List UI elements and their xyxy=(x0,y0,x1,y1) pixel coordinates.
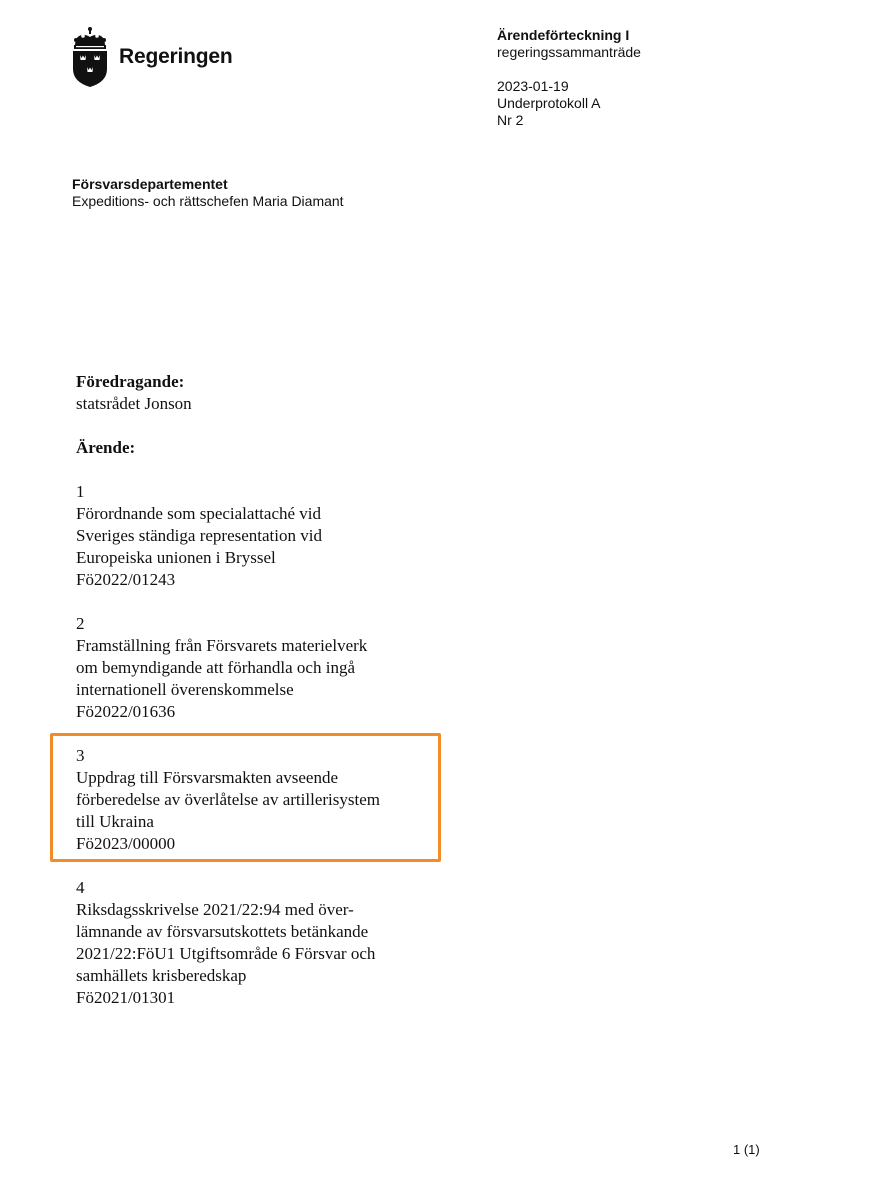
case-reference: Fö2022/01636 xyxy=(76,702,176,721)
cases-heading: Ärende: xyxy=(76,438,136,457)
department-block xyxy=(72,176,344,210)
case-title-line: lämnande av försvarsutskottets betänkande xyxy=(76,922,369,941)
case-number: 2 xyxy=(76,614,85,633)
presenter-label: Föredragande: xyxy=(76,372,185,391)
document-header xyxy=(497,27,641,129)
page-number: 1 (1) xyxy=(733,1142,760,1157)
case-title-line: internationell överenskommelse xyxy=(76,680,294,699)
government-logo xyxy=(70,26,233,88)
case-title-line: Framställning från Försvarets materielverk xyxy=(76,636,368,655)
case-title-line: Förordnande som specialattaché vid xyxy=(76,504,322,523)
logo-text: Regeringen xyxy=(119,45,233,68)
case-title-line: om bemyndigande att förhandla och ingå xyxy=(76,658,355,677)
case-title-line: Sveriges ständiga representation vid xyxy=(76,526,322,545)
case-title-line: Europeiska unionen i Bryssel xyxy=(76,548,276,567)
case-title-line: förberedelse av överlåtelse av artillerisystem xyxy=(76,790,380,809)
document-number: Nr 2 xyxy=(497,112,524,128)
case-title-line: Uppdrag till Försvarsmakten avseende xyxy=(76,768,339,787)
case-title-line: samhällets krisberedskap xyxy=(76,966,247,985)
case-reference: Fö2022/01243 xyxy=(76,570,176,589)
document-title: Ärendeförteckning I xyxy=(497,27,630,43)
case-item xyxy=(76,481,456,591)
case-item xyxy=(76,877,456,1009)
document-subtitle: regeringssammanträde xyxy=(497,44,641,60)
document-date: 2023-01-19 xyxy=(497,78,569,94)
department-name: Försvarsdepartementet xyxy=(72,176,228,192)
case-title-line: till Ukraina xyxy=(76,812,154,831)
department-official: Expeditions- och rättschefen Maria Diamant xyxy=(72,193,344,209)
presenter-value: statsrådet Jonson xyxy=(76,394,192,413)
case-item xyxy=(76,613,456,723)
case-reference: Fö2021/01301 xyxy=(76,988,176,1007)
case-title-line: Riksdagsskrivelse 2021/22:94 med över- xyxy=(76,900,354,919)
agenda-body xyxy=(76,371,456,1031)
document-protocol: Underprotokoll A xyxy=(497,95,601,111)
case-title-line: 2021/22:FöU1 Utgiftsområde 6 Försvar och xyxy=(76,944,376,963)
crown-shield-icon xyxy=(70,26,110,88)
case-reference: Fö2023/00000 xyxy=(76,834,176,853)
highlight-box xyxy=(50,733,441,862)
case-number: 1 xyxy=(76,482,85,501)
case-number: 4 xyxy=(76,878,85,897)
case-number: 3 xyxy=(76,746,85,765)
